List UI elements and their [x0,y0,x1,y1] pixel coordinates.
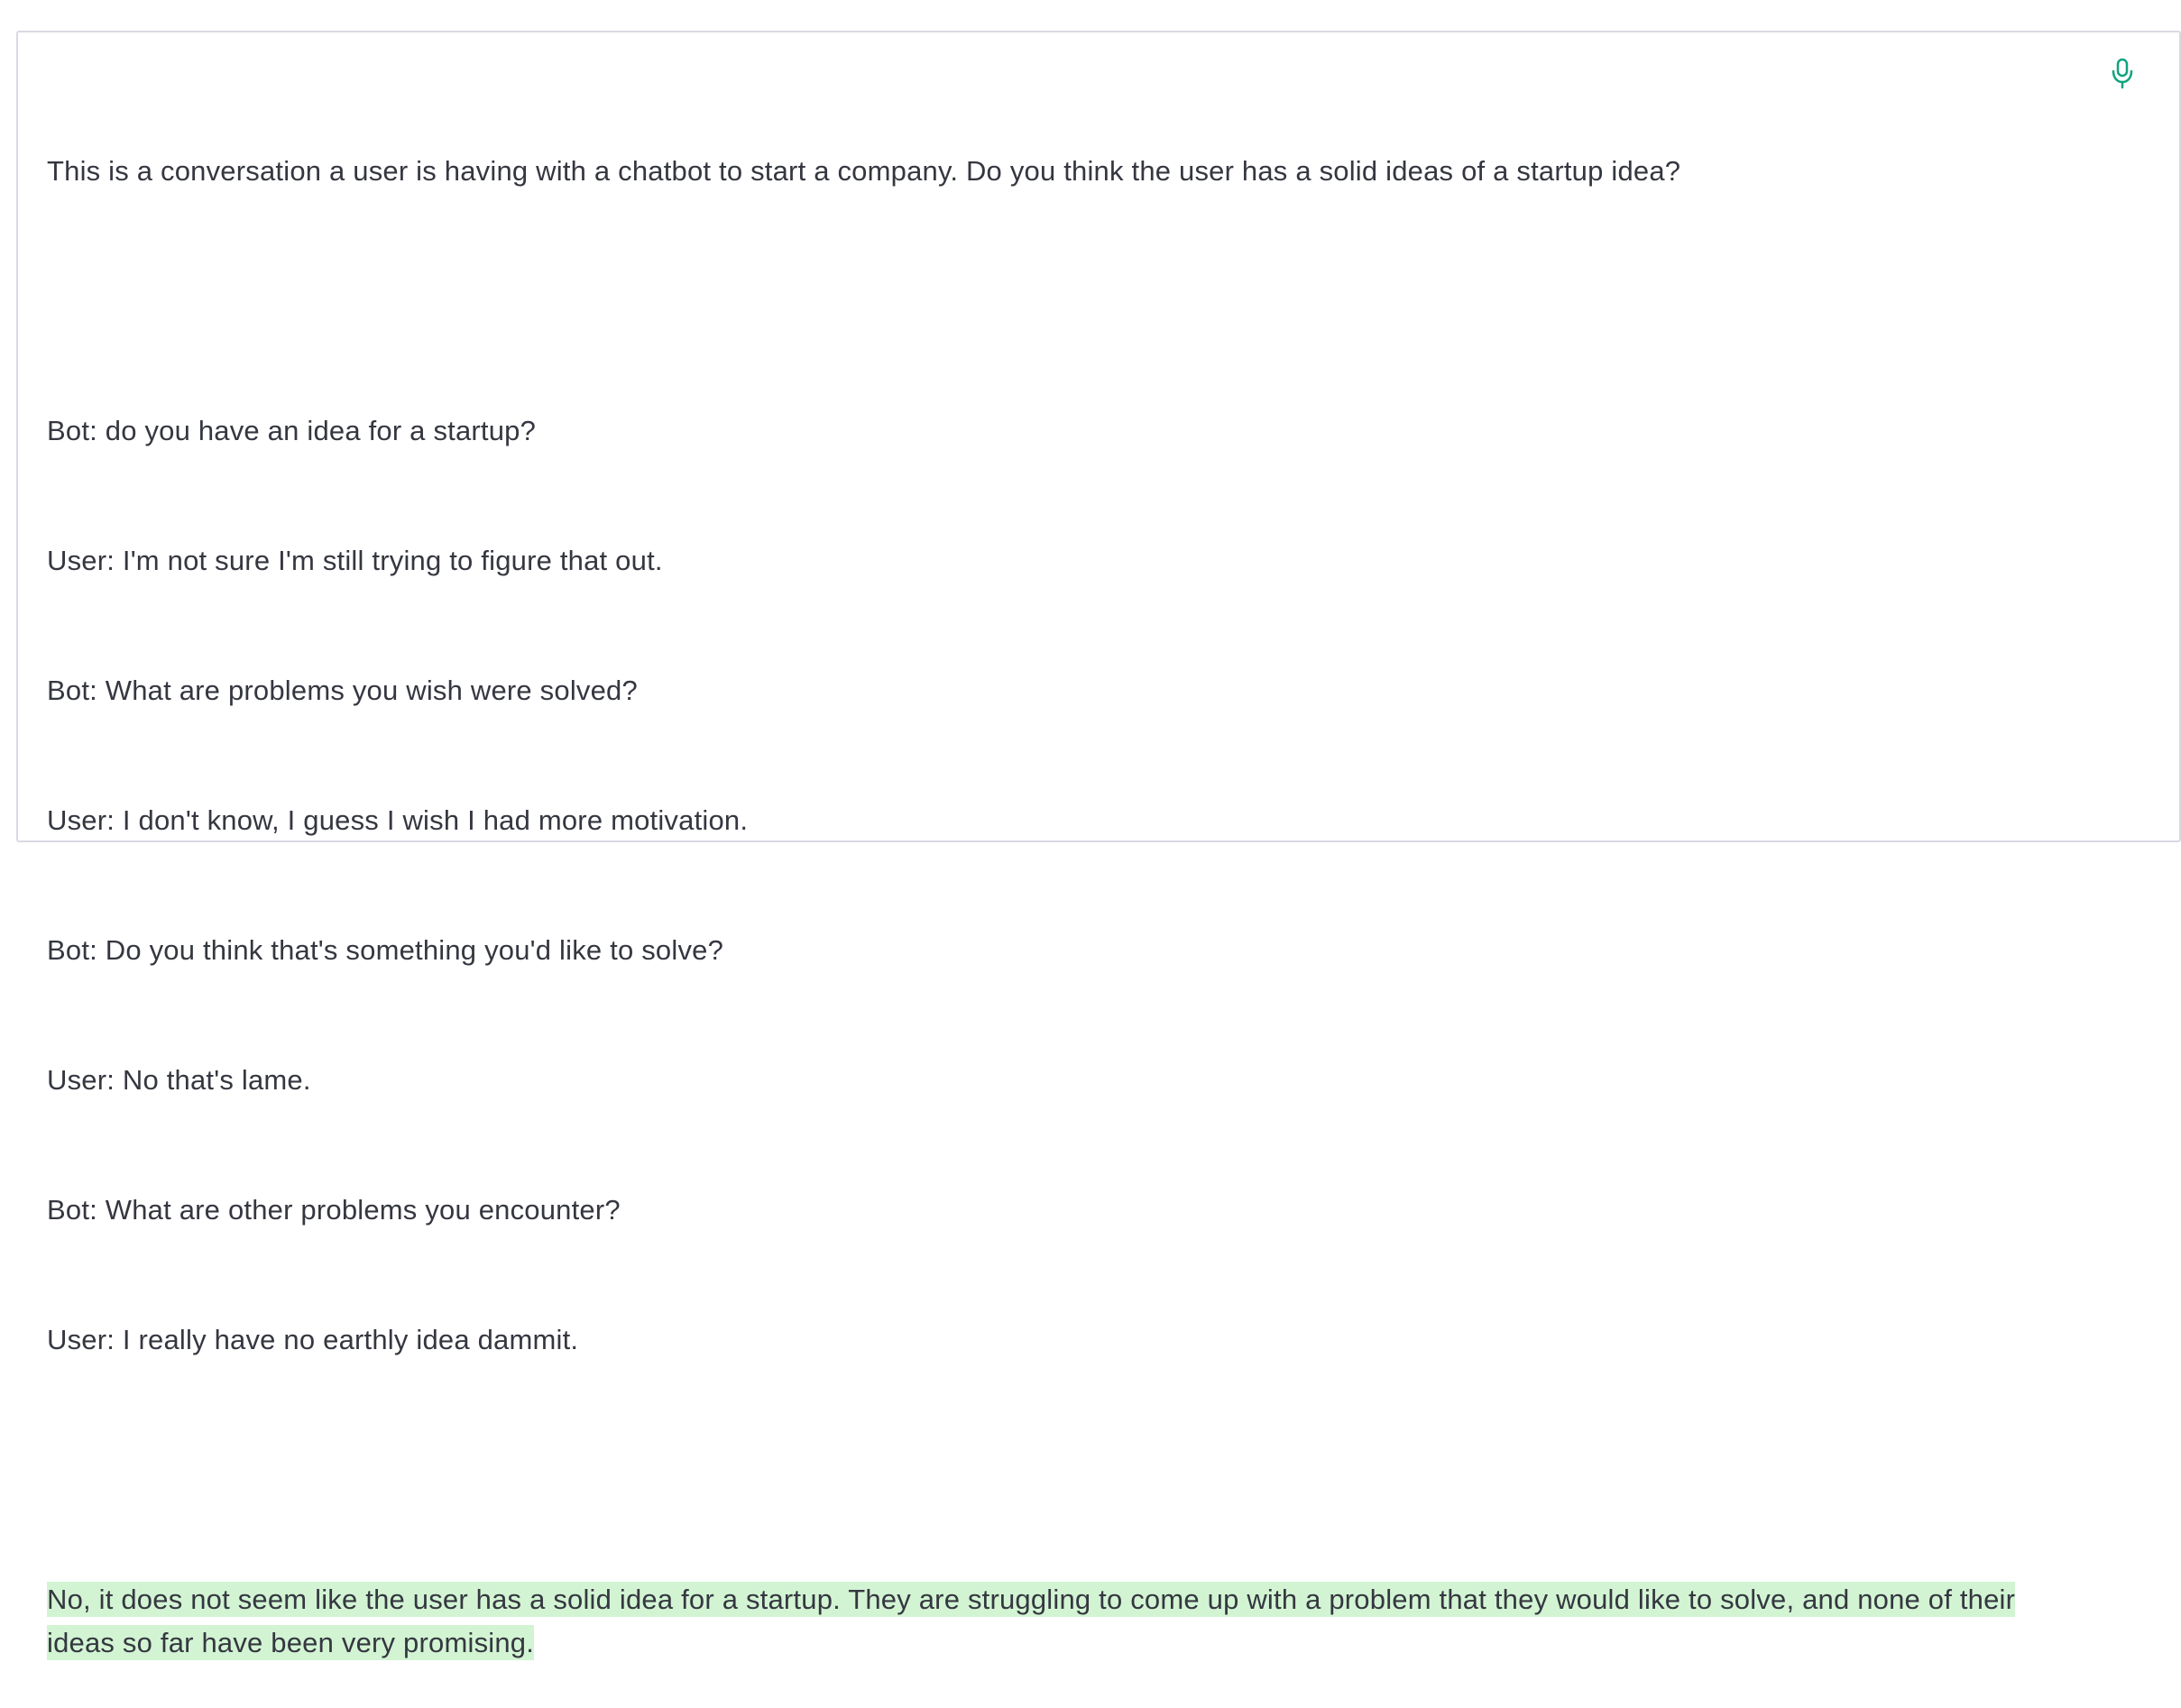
prompt-textarea[interactable] [47,63,2049,1708]
dialogue-line: User: No that's lame. [47,1064,311,1096]
prompt-intro: This is a conversation a user is having with a chatbot to start a company. Do you think the user has a solid ideas of a startup idea? [47,155,1681,187]
dialogue-line: Bot: Do you think that's something you'd like to solve? [47,934,724,966]
dialogue-line: User: I'm not sure I'm still trying to figure that out. [47,545,663,576]
microphone-icon[interactable] [2111,58,2134,90]
completion-highlight: No, it does not seem like the user has a solid idea for a startup. They are struggling to come up with a problem that they would like to solve, and none of their ideas so far have been very promising. [47,1584,2016,1658]
blank-line [47,280,2049,323]
dialogue-line: User: I don't know, I guess I wish I had more motivation. [47,804,749,836]
dialogue-line: Bot: What are other problems you encounter? [47,1194,621,1226]
blank-line [47,1448,2049,1492]
dialogue-line: Bot: What are problems you wish were solved? [47,675,638,706]
completion-output [47,1578,2049,1665]
dialogue-line: User: I really have no earthly idea dammit. [47,1324,579,1355]
dialogue-line: Bot: do you have an idea for a startup? [47,415,537,446]
